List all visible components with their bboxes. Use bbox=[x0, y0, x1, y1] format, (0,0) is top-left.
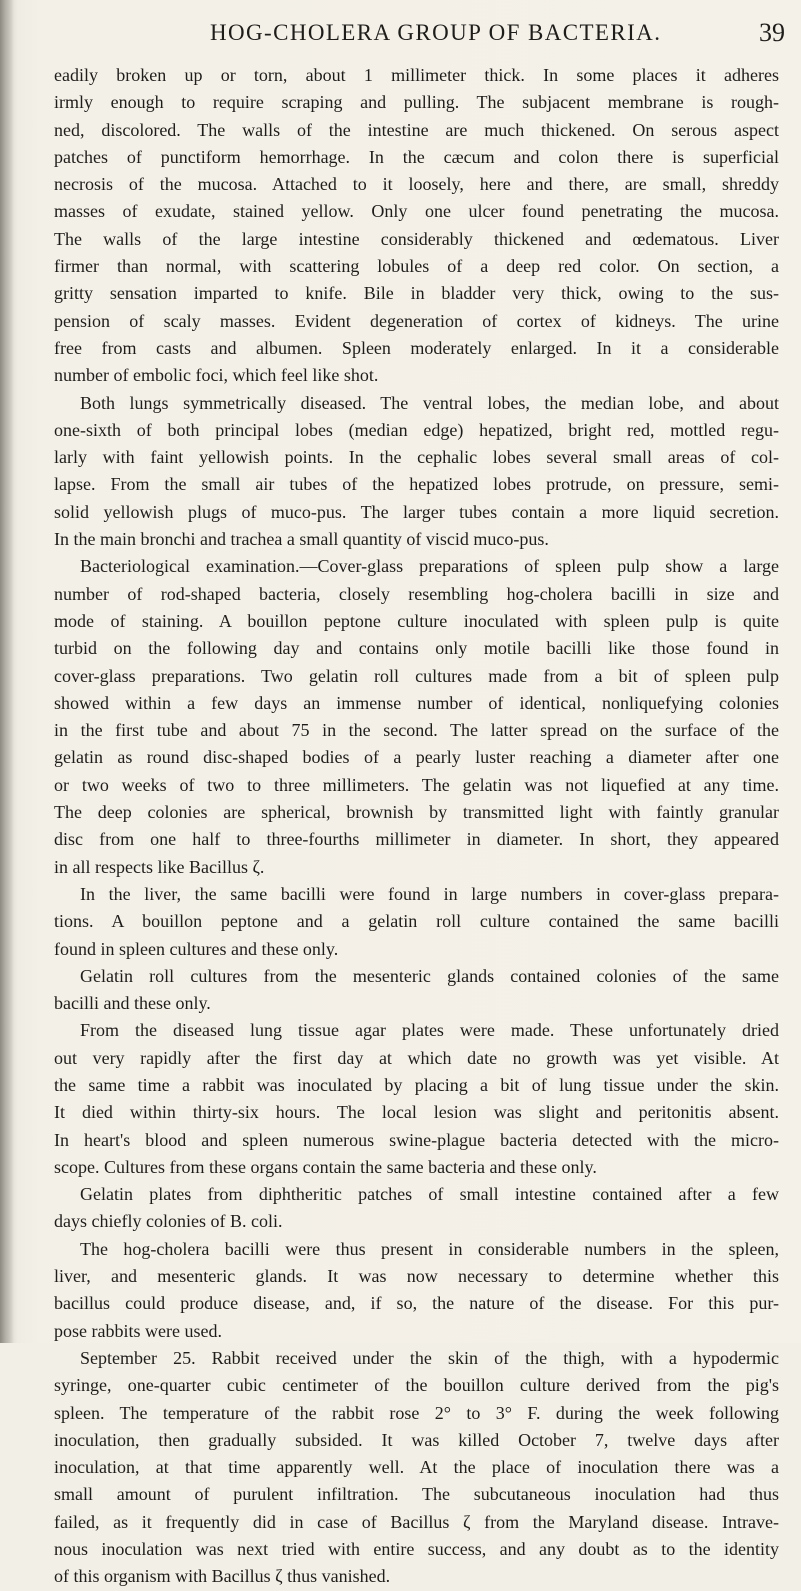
text-line: found in spleen cultures and these only. bbox=[54, 938, 339, 959]
text-line: mode of staining. A bouillon peptone culture inoculated with spleen pulp is quite bbox=[54, 610, 779, 631]
text-line: cover-glass preparations. Two gelatin roll cultures made from a bit of spleen pulp bbox=[54, 665, 779, 686]
text-line: showed within a few days an immense number of identical, nonliquefying colonies bbox=[54, 692, 779, 713]
text-line: small amount of purulent infiltration. The subcutaneous inoculation had thus bbox=[54, 1484, 779, 1505]
text-line: solid yellowish plugs of muco-pus. The larger tubes contain a more liquid secretion. bbox=[54, 501, 779, 522]
text-line: larly with faint yellowish points. In the cephalic lobes several small areas of col- bbox=[54, 447, 779, 468]
page-number: 39 bbox=[759, 18, 785, 47]
text-line: bacillus could produce disease, and, if so, the nature of the disease. For this pur- bbox=[54, 1293, 779, 1314]
text-line: irmly enough to require scraping and pulling. The subjacent membrane is rough- bbox=[54, 92, 779, 113]
text-line: necrosis of the mucosa. Attached to it loosely, here and there, are small, shreddy bbox=[54, 174, 779, 195]
text-line: lapse. From the small air tubes of the hepatized lobes protrude, on pressure, semi- bbox=[54, 474, 779, 495]
text-line: of this organism with Bacillus ζ thus vanished. bbox=[54, 1566, 391, 1587]
text-line: one-sixth of both principal lobes (median edge) hepatized, bright red, mottled regu- bbox=[54, 419, 779, 440]
text-line: disc from one half to three-fourths millimeter in diameter. In short, they appeared bbox=[54, 829, 779, 850]
text-line: gelatin as round disc-shaped bodies of a pearly luster reaching a diameter after one bbox=[54, 747, 779, 768]
text-line: liver, and mesenteric glands. It was now necessary to determine whether this bbox=[54, 1266, 779, 1287]
text-line: masses of exudate, stained yellow. Only one ulcer found penetrating the mucosa. bbox=[54, 201, 779, 222]
text-line: In heart's blood and spleen numerous swine-plague bacteria detected with the micro- bbox=[54, 1129, 779, 1150]
text-line: gritty sensation imparted to knife. Bile in bladder very thick, owing to the sus- bbox=[54, 283, 779, 304]
text-line: pension of scaly masses. Evident degeneration of cortex of kidneys. The urine bbox=[54, 310, 779, 331]
text-line: Both lungs symmetrically diseased. The ventral lobes, the median lobe, and about bbox=[80, 392, 779, 413]
text-line: out very rapidly after the first day at which date no growth was yet visible. At bbox=[54, 1047, 779, 1068]
text-line: inoculation, then gradually subsided. It was killed October 7, twelve days after bbox=[54, 1429, 779, 1450]
text-line: bacilli and these only. bbox=[54, 993, 211, 1014]
text-line: Gelatin roll cultures from the mesenteric glands contained colonies of the same bbox=[80, 965, 779, 986]
text-line: eadily broken up or torn, about 1 millimeter thick. In some places it adheres bbox=[54, 65, 779, 85]
text-line: number of embolic foci, which feel like shot. bbox=[54, 365, 379, 386]
body-text bbox=[54, 62, 779, 1591]
text-line: ned, discolored. The walls of the intestine are much thickened. On serous aspect bbox=[54, 119, 779, 140]
text-line: the same time a rabbit was inoculated by placing a bit of lung tissue under the skin. bbox=[54, 1074, 779, 1095]
text-line: The deep colonies are spherical, brownish by transmitted light with faintly granular bbox=[54, 802, 779, 823]
text-line: turbid on the following day and contains only motile bacilli like those found in bbox=[54, 638, 779, 659]
text-line: free from casts and albumen. Spleen moderately enlarged. In it a considerable bbox=[54, 337, 779, 358]
text-line: in the first tube and about 75 in the second. The latter spread on the surface of the bbox=[54, 720, 779, 741]
text-line: In the liver, the same bacilli were found in large numbers in cover-glass prepara- bbox=[80, 883, 779, 904]
text-line: days chiefly colonies of B. coli. bbox=[54, 1211, 283, 1232]
text-line: Gelatin plates from diphtheritic patches of small intestine contained after a few bbox=[80, 1184, 779, 1205]
text-line: scope. Cultures from these organs contain the same bacteria and these only. bbox=[54, 1156, 597, 1177]
text-line: firmer than normal, with scattering lobules of a deep red color. On section, a bbox=[54, 256, 779, 277]
text-line: It died within thirty-six hours. The local lesion was slight and peritonitis absent. bbox=[54, 1102, 779, 1123]
text-line: From the diseased lung tissue agar plates were made. These unfortunately dried bbox=[80, 1020, 779, 1041]
text-line: In the main bronchi and trachea a small quantity of viscid muco-pus. bbox=[54, 529, 549, 550]
text-line: spleen. The temperature of the rabbit rose 2° to 3° F. during the week following bbox=[54, 1402, 779, 1423]
text-line: patches of punctiform hemorrhage. In the cæcum and colon there is superficial bbox=[54, 146, 779, 167]
text-line: Bacteriological examination.—Cover-glass preparations of spleen pulp show a large bbox=[80, 556, 779, 577]
text-line: The hog-cholera bacilli were thus present in considerable numbers in the spleen, bbox=[80, 1238, 779, 1259]
text-line: or two weeks of two to three millimeters. The gelatin was not liquefied at any time. bbox=[54, 774, 779, 795]
text-line: tions. A bouillon peptone and a gelatin roll culture contained the same bacilli bbox=[54, 911, 779, 932]
text-line: failed, as it frequently did in case of Bacillus ζ from the Maryland disease. Intrave- bbox=[54, 1511, 779, 1532]
text-line: September 25. Rabbit received under the skin of the thigh, with a hypodermic bbox=[80, 1347, 779, 1368]
text-line: nous inoculation was next tried with entire success, and any doubt as to the identity bbox=[54, 1539, 779, 1560]
text-line: syringe, one-quarter cubic centimeter of the bouillon culture derived from the pig's bbox=[54, 1375, 779, 1396]
text-line: inoculation, at that time apparently well. At the place of inoculation there was a bbox=[54, 1457, 779, 1478]
text-line: number of rod-shaped bacteria, closely resembling hog-cholera bacilli in size and bbox=[54, 583, 779, 604]
text-line: in all respects like Bacillus ζ. bbox=[54, 856, 265, 877]
page-header bbox=[30, 20, 785, 54]
text-line: The walls of the large intestine considerably thickened and œdematous. Liver bbox=[54, 228, 779, 249]
page-gutter-shadow bbox=[0, 0, 14, 1343]
running-title: HOG-CHOLERA GROUP OF BACTERIA. bbox=[210, 20, 662, 45]
text-line: pose rabbits were used. bbox=[54, 1320, 222, 1341]
